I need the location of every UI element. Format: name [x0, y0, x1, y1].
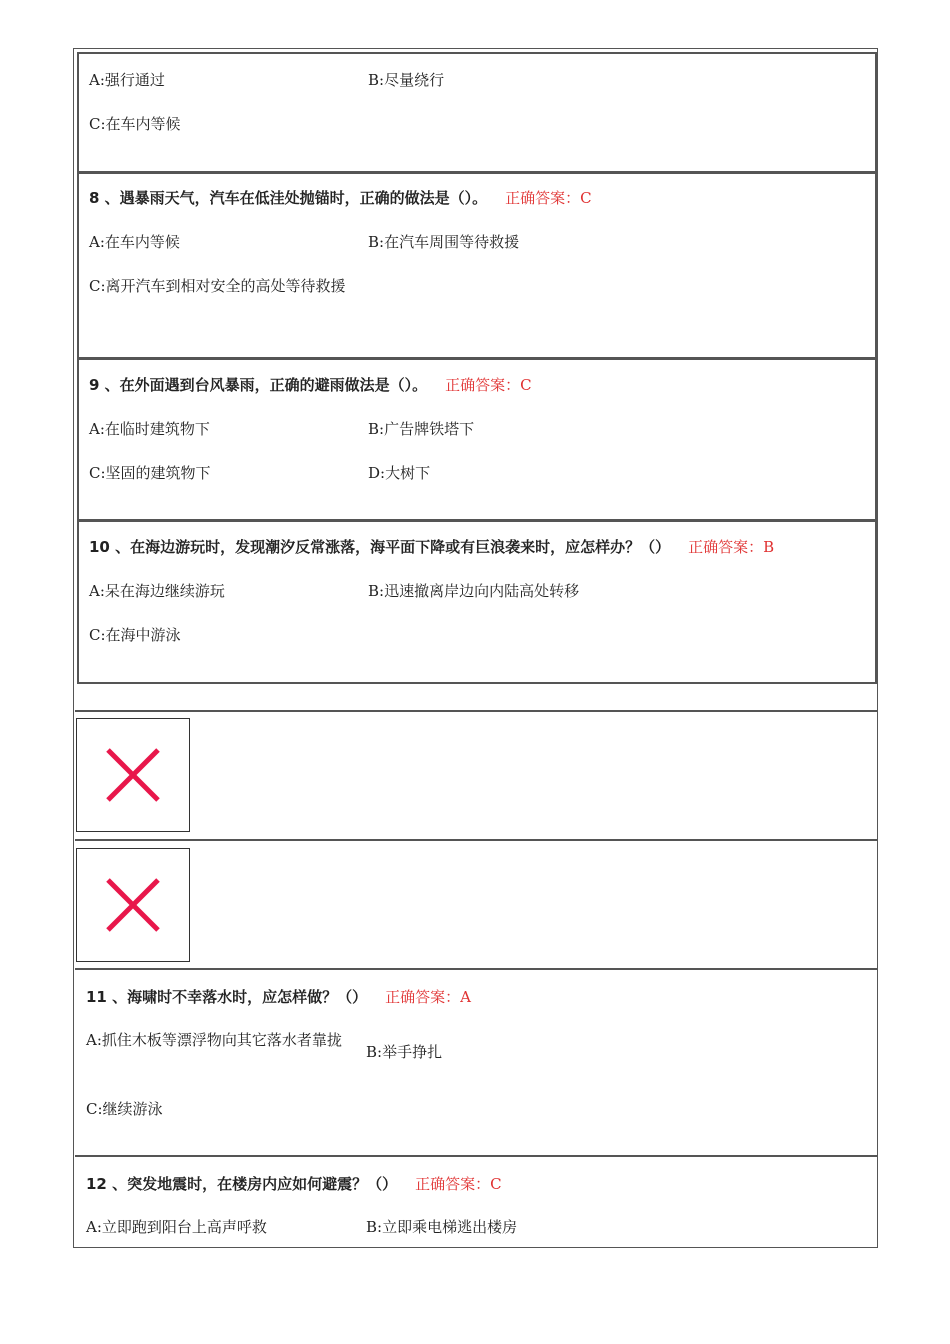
q10-option-c[interactable]: C:在海中游泳 [89, 626, 181, 644]
q10-correct-answer: 正确答案：B [688, 538, 775, 556]
q7-option-b[interactable]: B:尽量绕行 [368, 71, 445, 89]
q8-correct-answer: 正确答案：C [505, 189, 592, 207]
q9-question-text: 9 、在外面遇到台风暴雨，正确的避雨做法是（）。 [89, 376, 428, 394]
q10-option-b[interactable]: B:迅速撤离岸边向内陆高处转移 [368, 582, 580, 600]
q8-option-b[interactable]: B:在汽车周围等待救援 [368, 233, 520, 251]
broken-image-x-icon [105, 877, 161, 933]
divider [75, 1155, 878, 1157]
q12-question [86, 1173, 502, 1194]
divider [75, 968, 878, 970]
divider [75, 710, 878, 712]
q12-question-text: 12 、突发地震时，在楼房内应如何避震？（） [86, 1175, 398, 1193]
q9-option-d[interactable]: D:大树下 [368, 464, 431, 482]
q12-option-b[interactable]: B:立即乘电梯逃出楼房 [366, 1218, 518, 1236]
q11-question [86, 986, 471, 1007]
q12-correct-answer: 正确答案：C [415, 1175, 502, 1193]
q9-option-c[interactable]: C:坚固的建筑物下 [89, 464, 211, 482]
q9-correct-answer: 正确答案：C [445, 376, 532, 394]
q10-option-a[interactable]: A:呆在海边继续游玩 [89, 582, 225, 600]
q11-option-c[interactable]: C:继续游泳 [86, 1100, 163, 1118]
q10-question [89, 536, 774, 557]
broken-image-1 [76, 718, 190, 832]
broken-image-x-icon [105, 747, 161, 803]
q11-option-a[interactable]: A:抓住木板等漂浮物向其它落水者靠拢 [86, 1031, 342, 1049]
question-7-block [77, 52, 877, 173]
q8-question [89, 187, 592, 208]
q11-question-text: 11 、海啸时不幸落水时，应怎样做？（） [86, 988, 368, 1006]
q9-question [89, 374, 532, 395]
q7-option-c[interactable]: C:在车内等候 [89, 115, 181, 133]
q11-correct-answer: 正确答案：A [385, 988, 471, 1006]
q9-option-a[interactable]: A:在临时建筑物下 [89, 420, 210, 438]
divider [75, 839, 878, 841]
q11-option-b[interactable]: B:举手挣扎 [366, 1043, 443, 1061]
q8-question-text: 8 、遇暴雨天气，汽车在低洼处抛锚时，正确的做法是（）。 [89, 189, 488, 207]
q9-option-b[interactable]: B:广告牌铁塔下 [368, 420, 475, 438]
q10-question-text: 10 、在海边游玩时，发现潮汐反常涨落，海平面下降或有巨浪袭来时，应怎样办？（） [89, 538, 671, 556]
broken-image-2 [76, 848, 190, 962]
q7-option-a[interactable]: A:强行通过 [89, 71, 165, 89]
q8-option-a[interactable]: A:在车内等候 [89, 233, 180, 251]
q8-option-c[interactable]: C:离开汽车到相对安全的高处等待救援 [89, 277, 346, 295]
q12-option-a[interactable]: A:立即跑到阳台上高声呼救 [86, 1218, 267, 1236]
